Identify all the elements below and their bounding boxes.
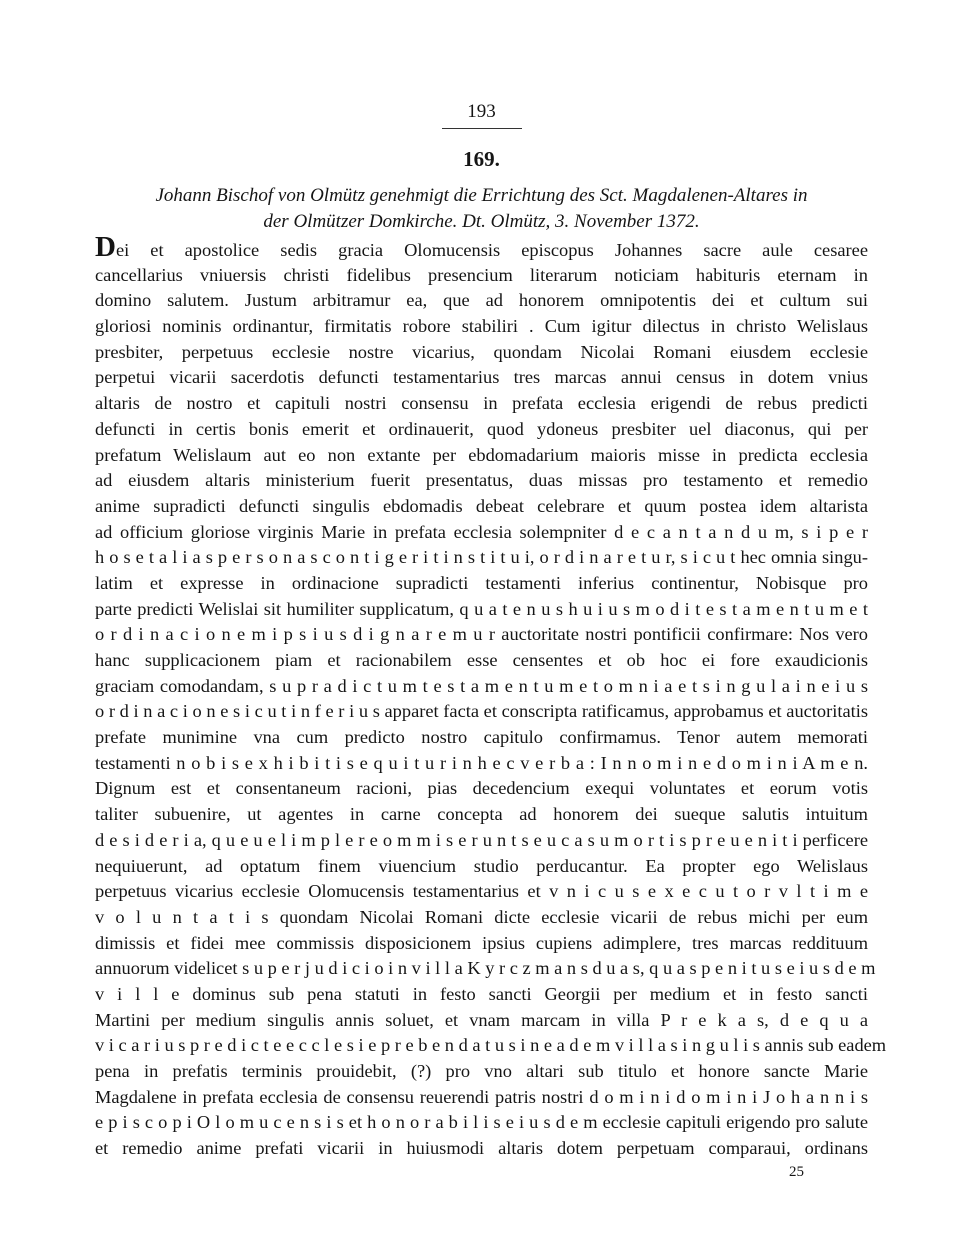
body-line: et remedio anime prefati vicarii in huiusmodi altaris dotem perpetuam comparaui, ordinans [95, 1138, 868, 1159]
body-line: dimissis et fidei mee commissis disposicionem ipsius cupiens adimplere, tres marcas reddituum [95, 932, 868, 953]
body-line: anime supradicti defuncti singulis ebdomadis debeat celebrare et quum postea idem altarista [95, 495, 868, 516]
body-line: e p i s c o p i O l o m u c e n s i s et h o n o r a b i l i s e i u s d e m ecclesie capituli erigendo pro salute [95, 1112, 868, 1133]
body-line: o r d i n a c i o n e s i c u t i n f e r i u s apparet facta et conscripta ratificamus, approbamus et auctoritatis [95, 701, 868, 722]
body-line: nequiuerunt, ad optatum finem viuencium studio perducantur. Ea propter ego Welislaus [95, 855, 868, 876]
header-rule [442, 128, 522, 129]
body-line: taliter subuenire, ut agentes in carne concepta ad honorem dei sueque salutis intuitum [95, 804, 868, 825]
body-line: defuncti in certis bonis emerit et ordinauerit, quod ydoneus presbiter uel diaconus, qui per [95, 418, 868, 439]
title-line: Johann Bischof von Olmütz genehmigt die Errichtung des Sct. Magdalenen-Altares in [155, 185, 808, 206]
title-line: der Olmützer Domkirche. Dt. Olmütz, 3. November 1372. [263, 211, 700, 232]
signature-mark: 25 [789, 1164, 804, 1180]
body-line: domino salutem. Justum arbitramur ea, que ad honorem omnipotentis dei et cultum sui [95, 290, 868, 311]
body-line: graciam comodandam, s u p r a d i c t u m t e s t a m e n t u m e t o m n i a e t s i n g u l a i n e i u s [95, 675, 868, 696]
body-line: testamenti n o b i s e x h i b i t i s e q u i t u r i n h e c v e r b a : I n n o m i n e d o m i n i A m e n. [95, 752, 868, 773]
body-line: Martini per medium singulis annis soluet, et vnam marcam in villa P r e k a s, d e q u a [95, 1009, 868, 1030]
page-number: 193 [467, 101, 496, 122]
body-line: hanc supplicacionem piam et racionabilem esse censentes et ob hoc ei fore exaudicionis [95, 650, 868, 670]
body-line: ad eiusdem altaris ministerium fuerit presentatus, duas missas pro testamento et remedio [95, 470, 868, 491]
body-line: parte predicti Welislai sit humiliter supplicatum, q u a t e n u s h u i u s m o d i t e s t a m e n t u m e t [95, 598, 868, 619]
body-line: d e s i d e r i a, q u e u e l i m p l e r e o m m i s e r u n t s e u c a s u m o r t i s p r e u e n i t i perficere [95, 829, 868, 850]
body-line: prefatum Welislaum aut eo non extante per ebdomadarium maioris misse in predicta ecclesia [95, 444, 868, 465]
body-line: Dignum est et consentaneum racioni, pias decedencium exequi voluntates et eorum votis [95, 778, 868, 799]
body-line: perpetui vicarii sacerdotis defuncti testamentarius tres marcas annui census in dotem vnius [95, 367, 868, 388]
body-line: perpetuus vicarius ecclesie Olomucensis testamentarius et v n i c u s e x e c u t o r v l t i m e [95, 881, 868, 902]
body-line: prefate munimine vna cum predicto nostro capitulo confirmamus. Tenor autem memorati [95, 727, 868, 748]
body-line: v i l l e dominus sub pena statuti in festo sancti Georgii per medium et in festo sancti [95, 983, 868, 1004]
body-line: o r d i n a c i o n e m i p s i u s d i g n a r e m u r auctoritate nostri pontificii confirmare: Nos vero [95, 624, 868, 645]
drop-cap: D [95, 231, 116, 263]
document-number: 169. [463, 147, 500, 171]
body-line: presbiter, perpetuus ecclesie nostre vicarius, quondam Nicolai Romani eiusdem ecclesie [95, 341, 868, 362]
body-line: annuorum videlicet s u p e r j u d i c i o i n v i l l a K y r c z m a n s d u a s, q u a s p e n i t u s e i u s d e m [95, 958, 876, 979]
body-line: altaris de nostro et capituli nostri consensu in prefata ecclesia erigendi de rebus predicti [95, 393, 868, 414]
body-line: latim et expresse in ordinacione supradicti testamenti inferius continentur, Nobisque pro [95, 572, 868, 593]
document-page [95, 0, 887, 1250]
first-line-text: ei et apostolice sedis gracia Olomucensis episcopus Johannes sacre aule cesaree [115, 240, 868, 260]
body-line: h o s e t a l i a s p e r s o n a s c o n t i g e r i t i n s t i t u i, o r d i n a r e t u r, s i c u t hec omnia singu- [95, 547, 868, 568]
body-line: ad officium gloriose virginis Marie in prefata ecclesia solempniter d e c a n t a n d u m, s i p e r [95, 521, 868, 542]
body-line: pena in prefatis terminis prouidebit, (?) pro vno altari sub titulo et honore sancte Marie [95, 1061, 868, 1081]
document-title [95, 183, 868, 235]
body-text [95, 231, 887, 1162]
first-line [95, 231, 868, 263]
body-line: cancellarius vniuersis christi fidelibus presencium literarum noticiam habituris eternam in [95, 264, 868, 285]
body-line: v o l u n t a t i s quondam Nicolai Romani dicte ecclesie vicarii de rebus michi per eum [95, 906, 868, 927]
body-line: v i c a r i u s p r e d i c t e e c c l e s i e p r e b e n d a t u s i n e a d e m v i l l a s i n g u l i s annis sub eadem [95, 1035, 887, 1056]
body-line: gloriosi nominis ordinantur, firmitatis robore stabiliri . Cum igitur dilectus in christo Welislaus [95, 316, 868, 337]
body-line: Magdalene in prefata ecclesia de consensu reuerendi patris nostri d o m i n i d o m i n i J o h a n n i s [95, 1086, 868, 1107]
